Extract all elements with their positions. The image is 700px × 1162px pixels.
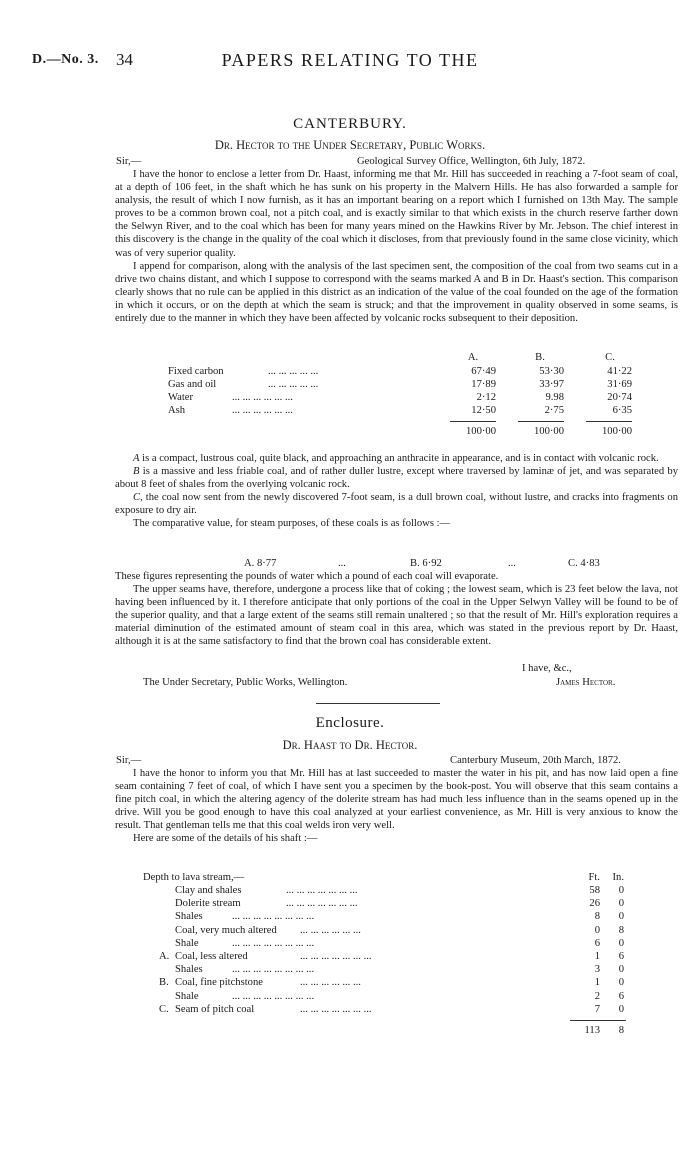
row-label: Shales xyxy=(175,911,203,922)
value-a: 2·12 xyxy=(476,392,496,403)
row-label: Coal, less altered xyxy=(175,951,248,962)
inches-value: 6 xyxy=(618,991,624,1002)
dateline: Canterbury Museum, 20th March, 1872. xyxy=(450,755,621,766)
total-a: 100·00 xyxy=(465,426,496,437)
inches-value: 0 xyxy=(618,977,624,988)
inches-value: 0 xyxy=(618,1004,624,1015)
value-b: B. 6·92 xyxy=(410,558,442,569)
enclosure-heading: Dr. Haast to Dr. Hector. xyxy=(282,738,418,752)
leader-dots: ... ... ... ... ... ... ... ... xyxy=(232,911,315,922)
paragraph: I have the honor to inform you that Mr. Hill has at last succeeded to master the water in his pit, and has now laid open a fine seam containing 7 feet of coal, of which I have sent you a specimen by the book-post. You will observe that this seam contains a fine pitch coal, in which the altering agency of the dolerite stream has had much less influence than in the seams opened up in the drive. Will you be good enough to have this coal analyzed at your earliest convenience, as Mr. Hill is very anxious to know the result. That gentleman tells me that this coal welds iron very well. xyxy=(115,768,678,832)
row-label: Coal, fine pitchstone xyxy=(175,977,263,988)
value-a: A. 8·77 xyxy=(244,558,277,569)
paragraph: I have the honor to enclose a letter from Dr. Haast, informing me that Mr. Hill has succeeded in reaching a 7-foot seam of coal, at a depth of 106 feet, in the shaft which he has sunk on his property in the Malvern Hills. He has also forwarded a sample for analysis, the result of which I now furnish, as it has an important bearing on a report which I furnished on 13th May. The sample proves to be a common brown coal, not a pitch coal, and is exactly similar to that which exists in the church reserve farther down the Selwyn River, and to the coal which has been for many years mined on the Hawkins River by Mr. Jebson. The chief interest in this discovery is the change in the quality of the coal which it discloses, from that previously found in the same close vicinity, which was of very superior quality. xyxy=(115,169,678,259)
note-c: C, the coal now sent from the newly discovered 7-foot seam, is a dull brown coal, without lustre, and cracks into fragments on exposure to dry air. xyxy=(115,492,678,517)
value-a: 12·50 xyxy=(471,405,496,416)
value-b: 53·30 xyxy=(539,366,564,377)
inches-value: 0 xyxy=(618,938,624,949)
row-label: Clay and shales xyxy=(175,885,242,896)
total-rule xyxy=(450,421,496,422)
inches-value: 6 xyxy=(618,951,624,962)
paragraph: The upper seams have, therefore, undergone a process like that of coking ; the lowest seam, which is 23 feet below the lava, not having been influenced by it. I therefore anticipate that only portions of the coal in the Upper Selwyn Valley will be found to be of the superior quality, and that a large extent of the seams still remain unaltered ; so that the result of Mr. Hill's exploration requires a material diminution of the estimated amount of steam coal in this area, which was stated in the previous report by Dr. Haast, although it is at the same satisfactory to find that the brown coal has considerable extent. xyxy=(115,584,678,648)
row-label: Dolerite stream xyxy=(175,898,241,909)
total-rule xyxy=(586,421,632,422)
value-b: 33·97 xyxy=(539,379,564,390)
paragraph: Here are some of the details of his shaft :— xyxy=(133,833,318,845)
note-b: B is a massive and less friable coal, and of rather duller lustre, except where traversed by laminæ of jet, and was separated by about 8 feet of shales from the overlying volcanic rock. xyxy=(115,466,678,491)
row-prefix: B. xyxy=(159,977,169,988)
page-number: 34 xyxy=(116,50,133,69)
paragraph: The comparative value, for steam purposes, of these coals is as follows :— xyxy=(133,518,451,530)
row-label: Shale xyxy=(175,991,199,1002)
letter-heading: Dr. Hector to the Under Secretary, Public Works. xyxy=(214,138,486,152)
inches-value: 8 xyxy=(618,925,624,936)
row-prefix: C. xyxy=(159,1004,169,1015)
feet-value: 7 xyxy=(594,1004,600,1015)
value-a: 17·89 xyxy=(471,379,496,390)
running-header xyxy=(30,52,670,74)
column-header: A. xyxy=(467,352,479,363)
feet-value: 6 xyxy=(594,938,600,949)
value-c: 6·35 xyxy=(612,405,632,416)
feet-value: 3 xyxy=(594,964,600,975)
feet-value: 8 xyxy=(594,911,600,922)
addressee: The Under Secretary, Public Works, Wellington. xyxy=(143,677,348,688)
letter-body xyxy=(115,168,678,325)
enclosure-body xyxy=(115,767,678,846)
section-title: CANTERBURY. xyxy=(293,116,407,132)
leader-dots: ... ... ... ... ... ... ... ... xyxy=(232,991,315,1002)
enclosure-title: Enclosure. xyxy=(315,715,385,731)
value-c: 20·74 xyxy=(607,392,632,403)
column-header: C. xyxy=(605,352,615,363)
separator: ... xyxy=(338,558,346,569)
leader-dots: ... ... ... ... ... xyxy=(268,379,319,390)
leader-dots: ... ... ... ... ... ... xyxy=(300,925,361,936)
inches-header: In. xyxy=(612,872,624,883)
feet-value: 26 xyxy=(589,898,600,909)
running-title: PAPERS RELATING TO THE xyxy=(221,50,479,70)
leader-dots: ... ... ... ... ... ... xyxy=(300,977,361,988)
leader-dots: ... ... ... ... ... ... ... xyxy=(300,1004,372,1015)
total-inches: 8 xyxy=(618,1025,624,1036)
row-prefix: A. xyxy=(159,951,170,962)
total-b: 100·00 xyxy=(533,426,564,437)
salutation: Sir,— xyxy=(116,156,142,167)
row-label: Shales xyxy=(175,964,203,975)
separator: ... xyxy=(508,558,516,569)
total-c: 100·00 xyxy=(601,426,632,437)
value-b: 9.98 xyxy=(545,392,564,403)
total-rule xyxy=(570,1020,626,1021)
feet-header: Ft. xyxy=(588,872,600,883)
inches-value: 0 xyxy=(618,885,624,896)
leader-dots: ... ... ... ... ... ... xyxy=(232,405,293,416)
leader-dots: ... ... ... ... ... ... ... xyxy=(300,951,372,962)
feet-value: 1 xyxy=(594,951,600,962)
leader-dots: ... ... ... ... ... ... xyxy=(232,392,293,403)
feet-value: 58 xyxy=(589,885,600,896)
dateline: Geological Survey Office, Wellington, 6th July, 1872. xyxy=(357,156,586,167)
leader-dots: ... ... ... ... ... ... ... ... xyxy=(232,964,315,975)
row-label: Seam of pitch coal xyxy=(175,1004,255,1015)
paragraph: These figures representing the pounds of water which a pound of each coal will evaporate. xyxy=(115,571,499,582)
leader-dots: ... ... ... ... ... ... ... xyxy=(286,885,358,896)
column-header: B. xyxy=(535,352,545,363)
note-a: A is a compact, lustrous coal, quite black, and approaching an anthracite in appearance, and is in contact with volcanic rock. xyxy=(133,453,659,464)
total-rule xyxy=(518,421,564,422)
total-feet: 113 xyxy=(584,1025,600,1036)
value-c: C. 4·83 xyxy=(568,558,600,569)
leader-dots: ... ... ... ... ... xyxy=(268,366,319,377)
document-reference: D.—No. 3. xyxy=(32,52,99,67)
feet-value: 2 xyxy=(594,991,600,1002)
value-c: 41·22 xyxy=(607,366,632,377)
section-divider xyxy=(316,703,440,704)
letter-body-continued xyxy=(115,570,678,649)
salutation: Sir,— xyxy=(116,755,142,766)
row-label: Gas and oil xyxy=(168,379,217,390)
table-heading: Depth to lava stream,— xyxy=(143,872,245,883)
row-label: Fixed carbon xyxy=(168,366,224,377)
inches-value: 0 xyxy=(618,898,624,909)
closing: I have, &c., xyxy=(522,663,572,674)
value-b: 2·75 xyxy=(544,405,564,416)
leader-dots: ... ... ... ... ... ... ... ... xyxy=(232,938,315,949)
row-label: Ash xyxy=(168,405,186,416)
inches-value: 0 xyxy=(618,911,624,922)
row-label: Water xyxy=(168,392,194,403)
row-label: Shale xyxy=(175,938,199,949)
row-label: Coal, very much altered xyxy=(175,925,277,936)
inches-value: 0 xyxy=(618,964,624,975)
value-c: 31·69 xyxy=(607,379,632,390)
paragraph: I append for comparison, along with the analysis of the last specimen sent, the composition of the coal from two seams cut in a drive two chains distant, and which I suppose to correspond with the seams marked A and B in Dr. Haast's section. This comparison clearly shows that no rule can be applied in this district as an indication of the value of the coal founded on the age of the formation in which it occurs, or on the depth at which the seam is struck; and that the improvement in quality observed in some seams, is entirely due to the manner in which they have been affected by volcanic rocks subsequent to their deposition. xyxy=(115,260,678,325)
value-a: 67·49 xyxy=(471,366,496,377)
signature: James Hector. xyxy=(556,677,616,688)
coal-notes xyxy=(115,452,678,531)
feet-value: 1 xyxy=(594,977,600,988)
leader-dots: ... ... ... ... ... ... ... xyxy=(286,898,358,909)
feet-value: 0 xyxy=(594,925,600,936)
